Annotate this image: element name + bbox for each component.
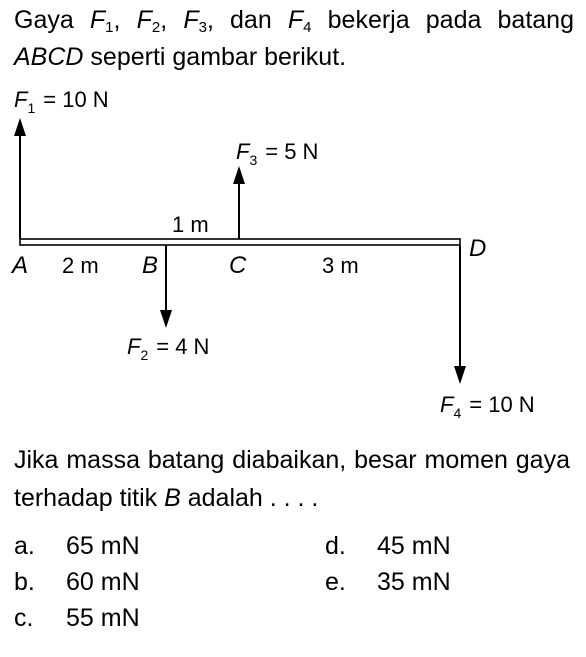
option-d-letter: d. xyxy=(325,532,346,560)
point-a-label: A xyxy=(12,252,29,279)
f2-label: $F_2 = 4$ N xyxy=(127,334,210,363)
option-e-letter: e. xyxy=(325,568,346,596)
option-d-text: 45 mN xyxy=(377,532,451,560)
option-e[interactable] xyxy=(325,566,451,598)
f2-symbol: F xyxy=(136,6,152,34)
point-b-label: B xyxy=(142,252,159,279)
option-a-letter: a. xyxy=(14,532,35,560)
option-b[interactable] xyxy=(14,566,140,598)
option-c-letter: c. xyxy=(14,604,34,632)
rod-name: ABCD xyxy=(14,43,84,71)
f3-symbol: F xyxy=(183,6,199,34)
option-a-text: 65 mN xyxy=(66,532,140,560)
option-e-text: 35 mN xyxy=(377,568,451,596)
option-d[interactable] xyxy=(325,530,451,562)
f4-label: $F_4 = 10$ N xyxy=(440,392,535,421)
option-a[interactable] xyxy=(14,530,140,562)
option-b-text: 60 mN xyxy=(66,568,140,596)
option-b-letter: b. xyxy=(14,568,35,596)
option-c-text: 55 mN xyxy=(66,604,140,632)
f4-symbol: F xyxy=(287,6,304,34)
segment-ab-label: 2 m xyxy=(62,253,99,278)
point-d-label: D xyxy=(469,235,487,262)
f3-label: $F_3 = 5$ N xyxy=(236,139,319,168)
question-text: Jika massa batang diabaikan, besar momen gaya terhadap titik B adalah . . . . xyxy=(14,446,570,512)
f1-arrowhead xyxy=(14,118,26,136)
f4-arrowhead xyxy=(454,366,466,384)
f1-label: $F_1 = 10$ N xyxy=(14,87,109,116)
f2-arrowhead xyxy=(160,310,172,328)
point-c-label: C xyxy=(229,252,247,279)
f1-symbol: F xyxy=(89,6,106,34)
problem-intro: Gaya $F_1$, $F_2$, $F_3$, dan $F_4$ bekerja pada batang ABCD seperti gambar berikut. xyxy=(14,6,574,71)
question-point: B xyxy=(164,484,181,512)
segment-cd-label: 3 m xyxy=(322,253,359,278)
option-c[interactable] xyxy=(14,602,140,634)
f3-arrowhead xyxy=(233,166,245,184)
rod-abcd xyxy=(20,239,460,245)
segment-bc-label: 1 m xyxy=(172,212,209,237)
